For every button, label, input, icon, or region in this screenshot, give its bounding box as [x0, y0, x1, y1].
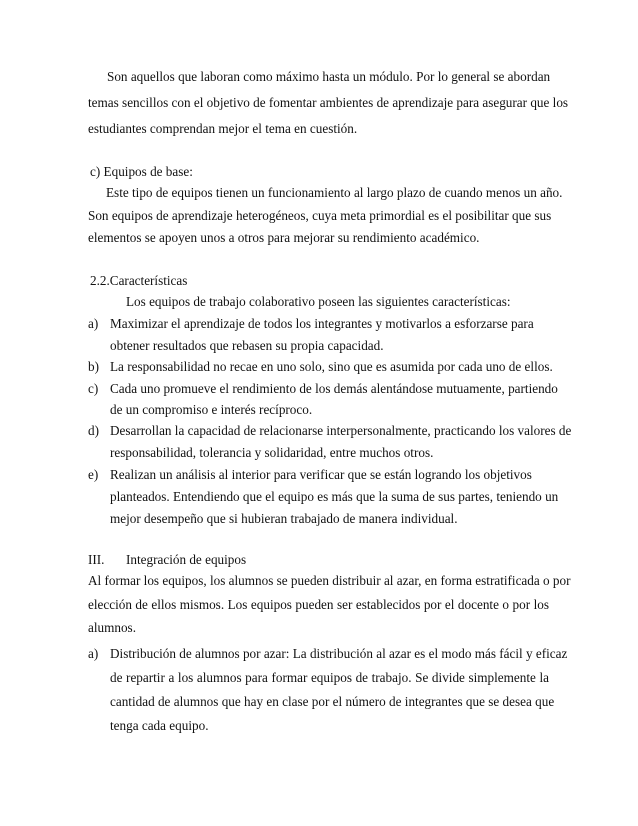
list-marker-b: b)	[88, 359, 99, 374]
list-item-b-line-1: La responsabilidad no recae en uno solo, sino que es asumida por cada uno de ellos.	[110, 359, 553, 374]
section-3-item-a-line-2: de repartir a los alumnos para formar equipos de trabajo. Se divide simplemente la	[110, 670, 549, 685]
characteristics-intro: Los equipos de trabajo colaborativo poseen las siguientes características:	[126, 294, 511, 309]
section-3-title: Integración de equipos	[126, 552, 247, 567]
list-item-c-line-2: de un compromiso e interés recíproco.	[110, 402, 313, 417]
section-3-item-a-line-3: cantidad de alumnos que hay en clase por el número de integrantes que se desea que	[110, 694, 555, 709]
list-marker-c: c)	[88, 381, 99, 396]
base-teams-line-3: elementos se apoyen unos a otros para mejorar su rendimiento académico.	[88, 230, 480, 245]
list-marker-d: d)	[88, 423, 99, 438]
base-teams-heading: c) Equipos de base:	[90, 164, 193, 179]
intro-line-3: estudiantes comprendan mejor el tema en cuestión.	[88, 121, 358, 136]
base-teams-line-1: Este tipo de equipos tienen un funcionamiento al largo plazo de cuando menos un año.	[106, 185, 563, 200]
base-teams-line-2: Son equipos de aprendizaje heterogéneos, cuya meta primordial es el posibilitar que sus	[88, 208, 552, 223]
section-3-line-1: Al formar los equipos, los alumnos se pueden distribuir al azar, en forma estratificada o por	[88, 573, 571, 588]
list-marker-a: a)	[88, 316, 99, 331]
section-3-line-3: alumnos.	[88, 620, 136, 635]
section-3-item-a-line-1: Distribución de alumnos por azar: La distribución al azar es el modo más fácil y eficaz	[110, 646, 568, 661]
list-item-e-line-2: planteados. Entendiendo que el equipo es más que la suma de sus partes, teniendo un	[110, 489, 559, 504]
section-3-line-2: elección de ellos mismos. Los equipos pueden ser establecidos por el docente o por los	[88, 597, 549, 612]
list-item-a-line-1: Maximizar el aprendizaje de todos los integrantes y motivarlos a esforzarse para	[110, 316, 534, 331]
section-3-marker-a: a)	[88, 646, 99, 661]
section-3-number: III.	[88, 552, 105, 567]
list-item-e-line-1: Realizan un análisis al interior para verificar que se están logrando los objetivos	[110, 467, 532, 482]
list-marker-e: e)	[88, 467, 99, 482]
list-item-c-line-1: Cada uno promueve el rendimiento de los demás alentándose mutuamente, partiendo	[110, 381, 558, 396]
list-item-d-line-2: responsabilidad, tolerancia y solidaridad, entre muchos otros.	[110, 445, 434, 460]
intro-line-1: Son aquellos que laboran como máximo hasta un módulo. Por lo general se abordan	[107, 69, 551, 84]
characteristics-heading: 2.2.Características	[90, 273, 188, 288]
list-item-a-line-2: obtener resultados que rebasen su propia capacidad.	[110, 338, 384, 353]
intro-line-2: temas sencillos con el objetivo de fomentar ambientes de aprendizaje para asegurar que los	[88, 95, 569, 110]
section-3-item-a-line-4: tenga cada equipo.	[110, 718, 209, 733]
list-item-e-line-3: mejor desempeño que si hubieran trabajado de manera individual.	[110, 511, 458, 526]
list-item-d-line-1: Desarrollan la capacidad de relacionarse interpersonalmente, practicando los valores de	[110, 423, 572, 438]
